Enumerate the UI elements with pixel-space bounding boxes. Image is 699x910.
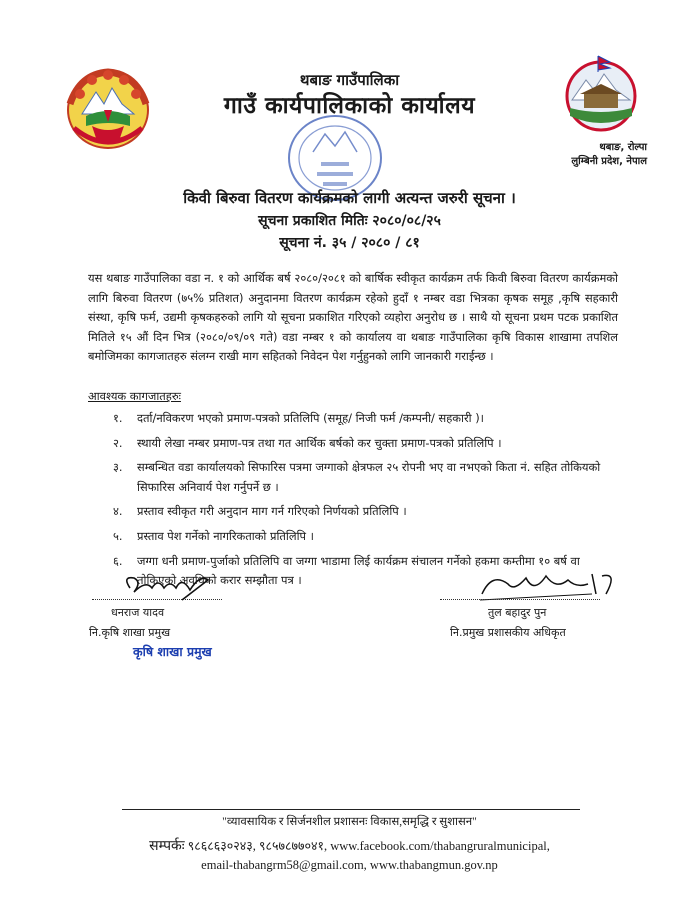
list-item: ४. प्रस्ताव स्वीकृत गरी अनुदान माग गर्न गरिएको निर्णयको प्रतिलिपि । xyxy=(113,504,407,519)
contact-label: सम्पर्कः xyxy=(149,839,185,854)
footer-contact xyxy=(0,836,699,855)
list-item: २. स्थायी लेखा नम्बर प्रमाण-पत्र तथा गत आर्थिक बर्षको कर चुक्ता प्रमाण-पत्रको प्रतिलिपि । xyxy=(113,435,502,450)
notice-number: सूचना नं. ३५ / २०८० / ८१ xyxy=(279,235,420,251)
left-signatory-stamp: कृषि शाखा प्रमुख xyxy=(133,644,212,659)
left-signatory-position: नि.कृषि शाखा प्रमुख xyxy=(89,626,171,639)
list-item: ५. प्रस्ताव पेश गर्नेको नागरिकताको प्रतिलिपि । xyxy=(113,528,314,543)
signature-line-left xyxy=(92,599,222,600)
left-signature xyxy=(112,566,222,606)
notice-title: किवी बिरुवा वितरण कार्यक्रमको लागी अत्यन्त जरुरी सूचना । xyxy=(183,189,516,207)
location-line-2: लुम्बिनी प्रदेश, नेपाल xyxy=(571,156,647,167)
published-date: सूचना प्रकाशित मितिः २०८०/०८/२५ xyxy=(258,213,441,229)
notice-body: यस थबाङ गाउँपालिका वडा न. १ को आर्थिक बर्ष २०८०/२०८१ को बार्षिक स्वीकृत कार्यक्रम तर्फ किवी बिरुवा वितरण कार्यक्रमको लागि बिरुवा वितरण (७५% प्रतिशत) अनुदानमा वितरण कार्यक्रम रहेको हुदाँ १ नम्बर वडा भित्रका कृषक समूह ,कृषि सहकारी संस्था, कृषि फर्म, उद्यमी कृषकहरुको लागि यो सूचना प्रकाशित गरिएको व्यहोरा अनुरोध छ । साथै यो सूचना प्रथम पटक प्रकाशित मितिले १५ औं दिन भित्र (२०८०/०९/०९ गते) वडा नम्बर १ को कार्यालय वा थबाङ गाउँपालिका कृषि विकास शाखामा तपशिल बमोजिमका कागजातहरु संलग्न राखी माग सहितको निवेदन पेश गर्नुहुनको लागि जानकारी गराईन्छ । xyxy=(88,271,618,364)
office-name: गाउँ कार्यपालिकाको कार्यालय xyxy=(223,93,476,119)
footer-motto: "व्यावसायिक र सिर्जनशील प्रशासनः विकास,समृद्धि र सुशासन" xyxy=(222,816,477,828)
facebook-link[interactable]: www.facebook.com/thabangruralmunicipal, xyxy=(330,839,550,853)
requirements-heading: आवश्यक कागजातहरुः xyxy=(88,389,181,403)
contact-phones: ९८६८६३०२४३, ९८५७८७७०४१, xyxy=(187,839,328,853)
municipality-name: थबाङ गाउँपालिका xyxy=(299,71,400,89)
location-line-1: थबाङ, रोल्पा xyxy=(599,142,647,153)
right-signatory-position: नि.प्रमुख प्रशासकीय अधिकृत xyxy=(450,626,566,639)
footer-divider xyxy=(122,809,580,810)
list-item: १. दर्ता/नविकरण भएको प्रमाण-पत्रको प्रतिलिपि (समूह/ निजी फर्म /कम्पनी/ सहकारी )। xyxy=(113,411,484,425)
municipality-logo xyxy=(560,54,642,132)
signature-line-right xyxy=(440,599,600,600)
list-item: ३. सम्बन्धित वडा कार्यालयको सिफारिस पत्रमा जग्गाको क्षेत्रफल २५ रोपनी भए वा नभएको किता नं. सहित तोकियको सिफारिस अनिवार्य पेश गर्नुपर्ने छ । xyxy=(113,460,601,494)
list-item: ६. जग्गा धनी प्रमाण-पुर्जाको प्रतिलिपि वा जग्गा भाडामा लिई कार्यक्रम संचालन गर्नेको हकमा कम्तीमा १० बर्ष वा तोकिएको अवधिको करार सम्झौता पत्र । xyxy=(113,553,580,588)
footer-email[interactable]: email-thabangrm58@gmail.com, www.thabangmun.gov.np xyxy=(201,858,498,872)
right-signature xyxy=(472,564,622,608)
left-signatory-name: धनराज यादव xyxy=(111,606,165,619)
right-signatory-name: तुल बहादुर पुन xyxy=(488,606,547,619)
